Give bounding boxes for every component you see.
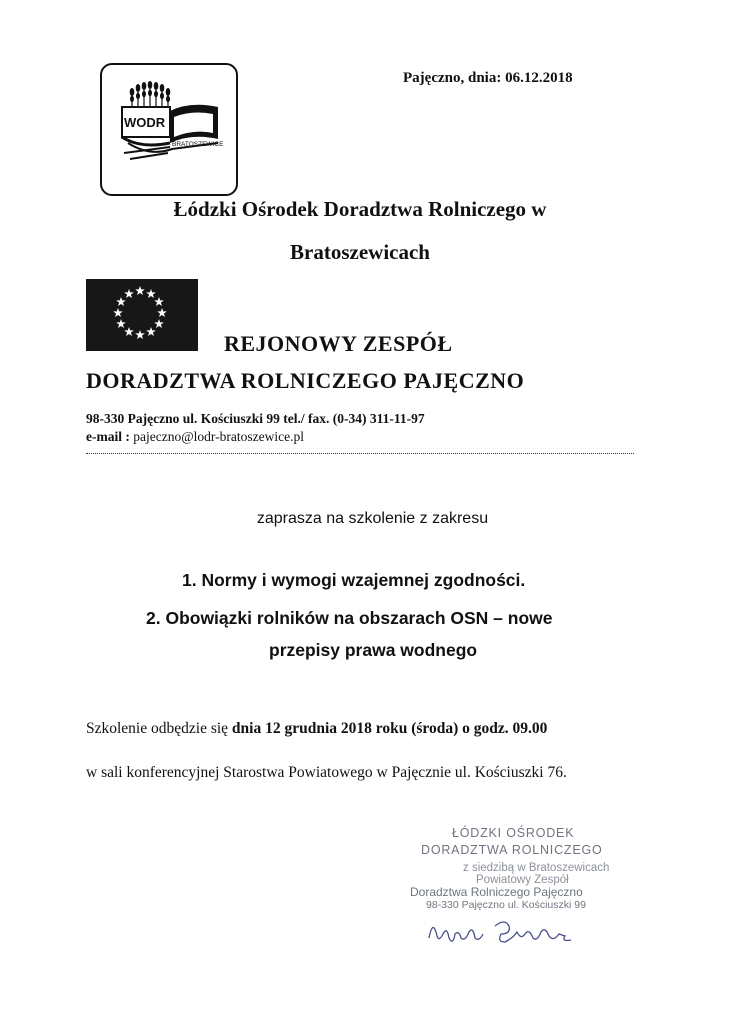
organization-name-line2: Bratoszewicach [290, 240, 430, 264]
organization-name-line1: Łódzki Ośrodek Doradztwa Rolniczego w [173, 197, 547, 221]
svg-text:WODR: WODR [124, 115, 166, 130]
wheat-book-logo-icon [110, 77, 232, 187]
team-name-line1: REJONOWY ZESPÓŁ [224, 331, 453, 356]
training-topic-1: 1. Normy i wymogi wzajemnej zgodności. [182, 570, 526, 590]
stamp-line-2: DORADZTWA ROLNICZEGO [421, 843, 603, 857]
header-divider [86, 453, 634, 454]
signature-icon [425, 912, 585, 952]
email-value[interactable]: pajeczno@lodr-bratoszewice.pl [129, 429, 304, 444]
wodr-logo [100, 63, 238, 196]
stamp-line-1: ŁÓDZKI OŚRODEK [452, 826, 575, 840]
training-topic-2-continued: przepisy prawa wodnego [269, 640, 478, 660]
stamp-line-3: z siedzibą w Bratoszewicach [463, 862, 610, 874]
handwritten-signature [425, 912, 585, 957]
document-date: Pajęczno, dnia: 06.12.2018 [403, 70, 573, 86]
eu-flag-icon [86, 279, 198, 351]
training-location: w sali konferencyjnej Starostwa Powiatowego w Pajęcznie ul. Kościuszki 76. [86, 764, 567, 781]
eu-stars-icon [86, 279, 198, 351]
svg-text:BRATOSZEWICE: BRATOSZEWICE [172, 141, 224, 148]
training-date-line [86, 720, 547, 738]
contact-email [86, 429, 304, 445]
training-date-value: dnia 12 grudnia 2018 roku (środa) o godz. 09.00 [231, 720, 548, 737]
contact-address: 98-330 Pajęczno ul. Kościuszki 99 tel./ fax. (0-34) 311-11-97 [86, 411, 425, 426]
training-topic-2: 2. Obowiązki rolników na obszarach OSN – nowe [146, 608, 553, 628]
team-name-line2: DORADZTWA ROLNICZEGO PAJĘCZNO [86, 368, 525, 393]
invitation-text: zaprasza na szkolenie z zakresu [256, 510, 489, 527]
stamp-line-4: Powiatowy Zespół [476, 874, 569, 886]
email-label: e-mail : [86, 429, 130, 444]
stamp-line-5: Doradztwa Rolniczego Pajęczno [410, 885, 583, 899]
stamp-line-6: 98-330 Pajęczno ul. Kościuszki 99 [426, 899, 586, 911]
training-date-prefix: Szkolenie odbędzie się [86, 720, 232, 737]
